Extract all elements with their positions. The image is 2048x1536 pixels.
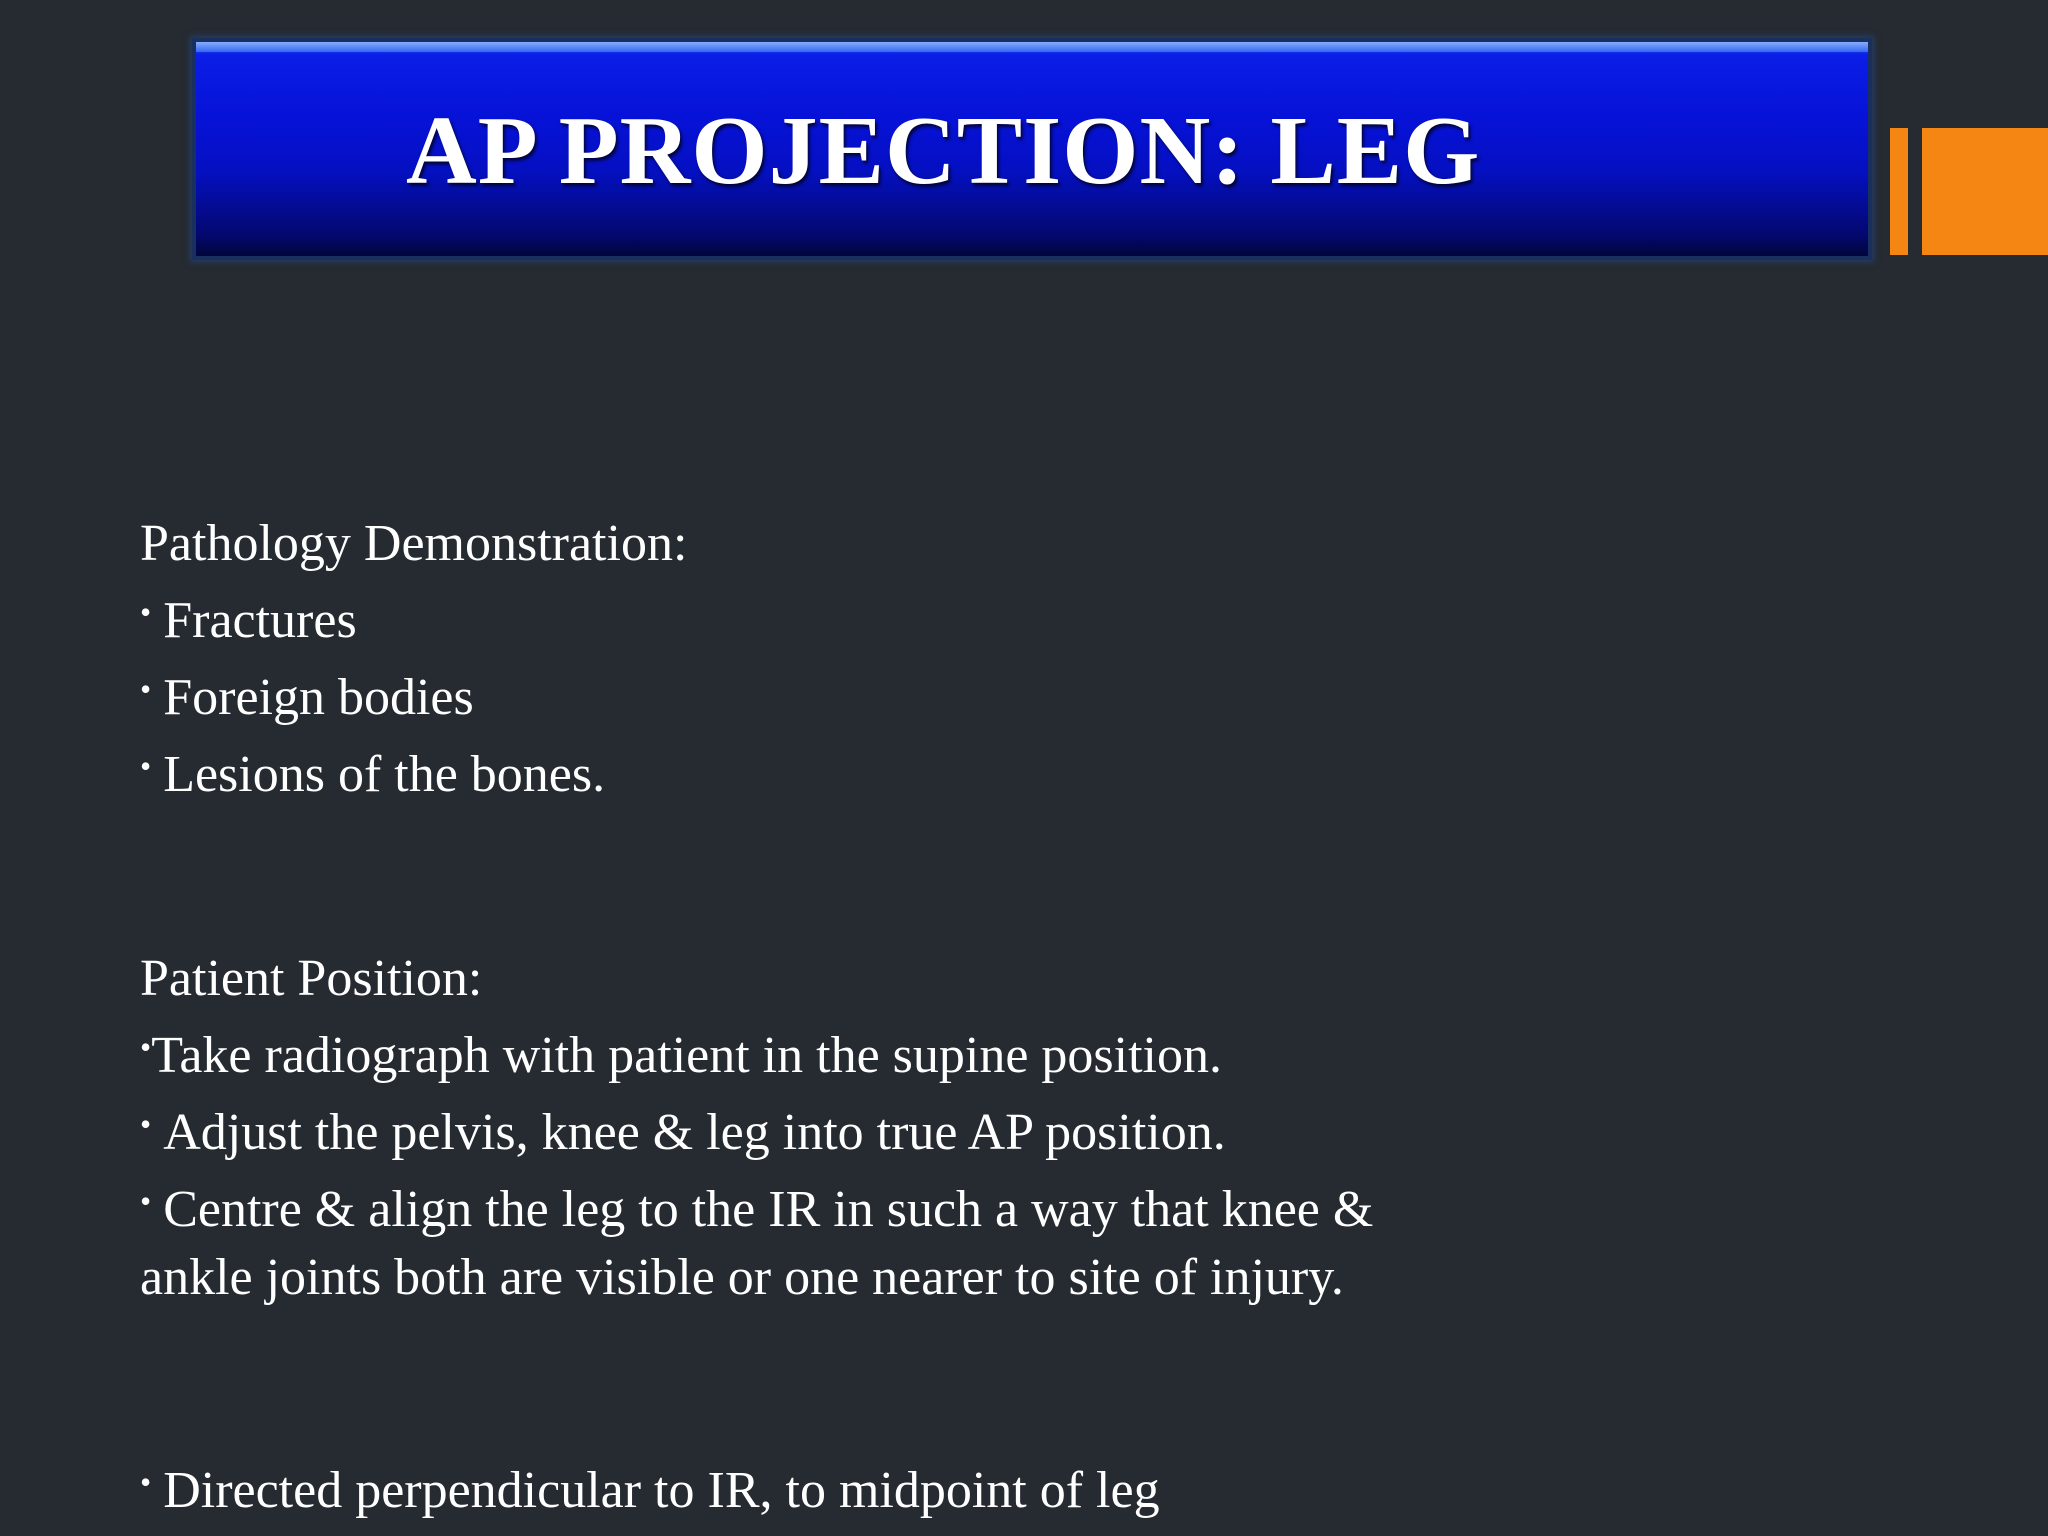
list-item: [140, 1448, 1940, 1525]
bullet-icon: •: [140, 671, 152, 707]
pathology-heading: Pathology Demonstration:: [140, 515, 688, 572]
list-item-text: Centre & align the leg to the IR in such a way that knee &: [163, 1181, 1374, 1238]
position-heading: Patient Position:: [140, 950, 483, 1007]
slide-title: AP PROJECTION: LEG: [406, 97, 1481, 205]
list-item: [140, 1090, 1940, 1167]
list-item-text: Take radiograph with patient in the supine position.: [151, 1027, 1223, 1084]
list-item-text: Directed perpendicular to IR, to midpoint of leg: [163, 1462, 1160, 1519]
bullet-icon: •: [140, 1464, 152, 1500]
bullet-icon: •: [140, 1183, 152, 1219]
list-item: [140, 1013, 1940, 1090]
bullet-icon: •: [140, 1106, 152, 1142]
list-item: [140, 1167, 1940, 1244]
list-item-text: Fractures: [163, 592, 357, 649]
bullet-icon: •: [140, 1029, 152, 1065]
list-item-text: Lesions of the bones.: [163, 746, 606, 803]
section-spacer: [140, 1312, 1940, 1448]
title-banner: [192, 38, 1872, 260]
list-item: [140, 732, 1940, 809]
bullet-icon: •: [140, 748, 152, 784]
list-item-continuation: ankle joints both are visible or one nearer to site of injury.: [140, 1249, 1344, 1306]
accent-bar-thin: [1890, 128, 1908, 255]
slide-body: [140, 510, 1940, 1525]
list-item-text: Adjust the pelvis, knee & leg into true AP position.: [163, 1104, 1226, 1161]
bullet-icon: •: [140, 594, 152, 630]
list-item-text: Foreign bodies: [163, 669, 474, 726]
section-spacer: [140, 809, 1940, 945]
accent-bar-wide: [1922, 128, 2048, 255]
list-item: [140, 655, 1940, 732]
list-item: [140, 578, 1940, 655]
